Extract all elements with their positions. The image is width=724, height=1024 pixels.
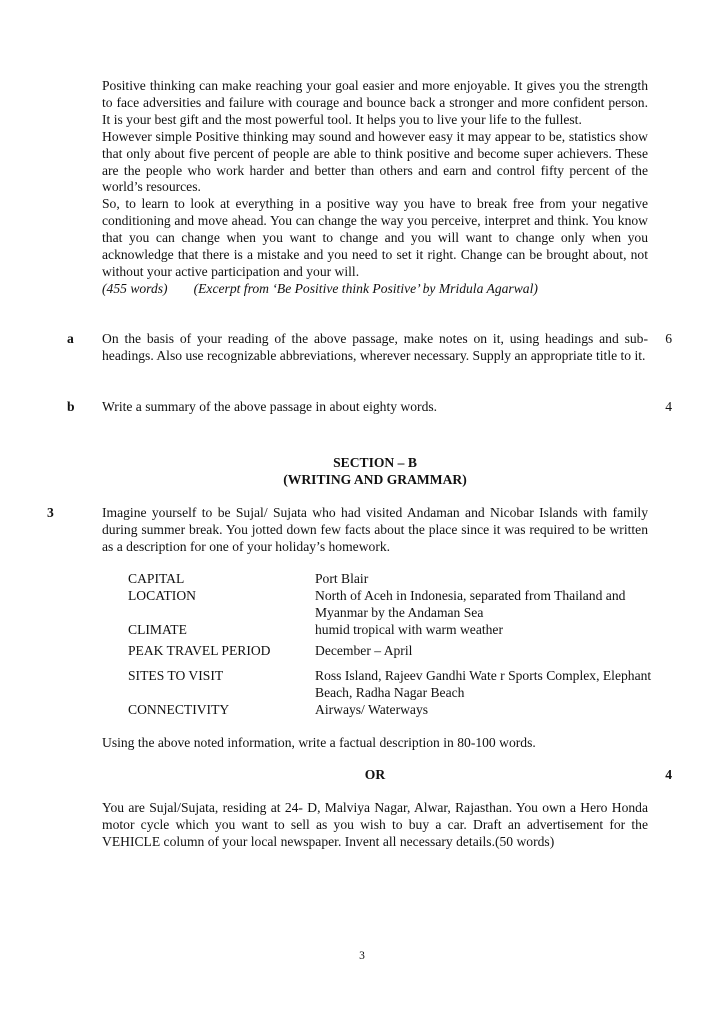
question-3-number: 3 [47, 505, 54, 520]
passage-source: (Excerpt from ‘Be Positive think Positive’ by Mridula Agarwal) [193, 280, 538, 296]
word-count: (455 words) [102, 280, 168, 296]
section-b-subtitle: (WRITING AND GRAMMAR) [283, 472, 467, 487]
fact-key: CONNECTIVITY [128, 702, 230, 717]
section-b-title: SECTION – B [333, 455, 417, 470]
question-b-marks: 4 [665, 399, 672, 414]
question-b-label: b [67, 399, 75, 414]
question-a-label: a [67, 331, 74, 346]
page-number: 3 [359, 950, 365, 962]
fact-value: humid tropical with warm weather [315, 622, 503, 637]
fact-key: LOCATION [128, 588, 196, 603]
passage-citation [102, 281, 648, 298]
question-a-marks: 6 [665, 331, 672, 346]
fact-key: PEAK TRAVEL PERIOD [128, 643, 271, 658]
passage-paragraph-1: Positive thinking can make reaching your goal easier and more enjoyable. It gives you the strength to face adversities and failure with courage and bounce back a stronger and more confident person. It is your best gift and the most powerful tool. It helps you to live your life to the fullest. [102, 78, 648, 127]
question-3-marks: 4 [665, 767, 672, 782]
fact-value: North of Aceh in Indonesia, separated from Thailand and Myanmar by the Andaman Sea [315, 588, 626, 620]
passage-paragraph-3: So, to learn to look at everything in a positive way you have to break free from your negative conditioning and move ahead. You can change the way you perceive, interpret and think. You know that you can change when you want to change and you will want to change only when you acknowledge that there is a mistake and you need to set it right. Change can be brought about, not without your active participation and your will. [102, 196, 648, 279]
fact-key: SITES TO VISIT [128, 668, 224, 683]
or-label: OR [364, 767, 386, 782]
fact-value: Port Blair [315, 571, 369, 586]
fact-value: Airways/ Waterways [315, 702, 429, 717]
fact-value: Ross Island, Rajeev Gandhi Wate r Sports Complex, Elephant Beach, Radha Nagar Beach [315, 668, 652, 700]
question-3-instruction: Using the above noted information, write a factual description in 80-100 words. [102, 735, 536, 750]
question-3-intro: Imagine yourself to be Sujal/ Sujata who had visited Andaman and Nicobar Islands with family during summer break. You jotted down few facts about the place since it was required to be written as a description for one of your holiday’s homework. [102, 505, 648, 554]
question-a-text: On the basis of your reading of the above passage, make notes on it, using headings and sub-headings. Also use recognizable abbreviations, wherever necessary. Supply an appropriate title to it. [102, 331, 648, 363]
question-3-alternative: You are Sujal/Sujata, residing at 24- D, Malviya Nagar, Alwar, Rajasthan. You own a Hero Honda motor cycle which you want to sell as you wish to buy a car. Draft an advertisement for the VEHICLE column of your local newspaper. Invent all necessary details.(50 words) [102, 800, 648, 849]
fact-key: CLIMATE [128, 622, 187, 637]
reading-passage [102, 78, 648, 298]
question-b-text: Write a summary of the above passage in about eighty words. [102, 399, 438, 414]
fact-key: CAPITAL [128, 571, 185, 586]
passage-paragraph-2: However simple Positive thinking may sound and however easy it may appear to be, statistics show that only about five percent of people are able to think positive and become super achievers. These are the people who work harder and better than others and earn and control fifty percent of the world’s resources. [102, 128, 648, 195]
fact-value: December – April [315, 643, 413, 658]
